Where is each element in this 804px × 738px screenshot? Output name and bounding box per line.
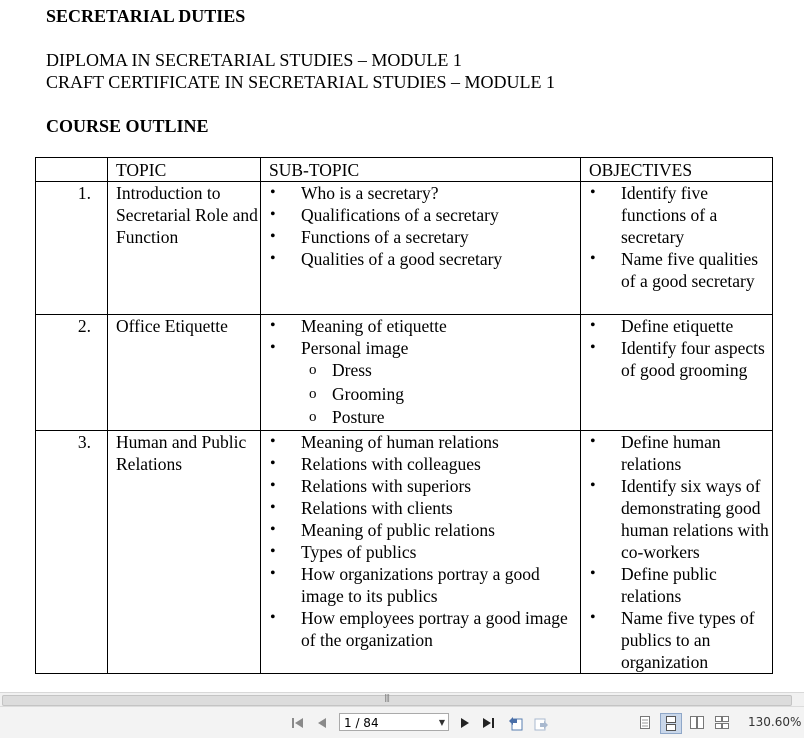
subtopic-item: • Qualifications of a secretary bbox=[269, 204, 580, 226]
objective-item: • Define human relations bbox=[589, 431, 772, 475]
page-number-select[interactable] bbox=[339, 713, 449, 731]
continuous-view-icon[interactable] bbox=[660, 713, 682, 734]
table-row bbox=[36, 431, 773, 674]
subtopic-item: • Functions of a secretary bbox=[269, 226, 580, 248]
viewer-toolbar bbox=[0, 706, 804, 738]
last-page-icon[interactable] bbox=[480, 714, 498, 731]
row-objectives bbox=[581, 431, 773, 674]
row-topic: Human and Public Relations bbox=[108, 431, 261, 674]
objective-item: • Name five qualities of a good secretary bbox=[589, 248, 772, 292]
chevron-down-icon: ▼ bbox=[438, 718, 445, 727]
header-topic: TOPIC bbox=[108, 158, 261, 182]
objective-item: • Identify four aspects of good grooming bbox=[589, 337, 772, 381]
previous-page-icon[interactable] bbox=[313, 714, 331, 731]
subtopic-item: • Personal image bbox=[269, 337, 580, 359]
table-row bbox=[36, 315, 773, 431]
subtopic-item: • Meaning of etiquette bbox=[269, 315, 580, 337]
next-page-icon[interactable] bbox=[456, 714, 474, 731]
sub-subtopic-item: o Dress bbox=[269, 359, 580, 383]
row-subtopics bbox=[261, 315, 581, 431]
table-header-row bbox=[36, 158, 773, 182]
subtopic-item: • Qualities of a good secretary bbox=[269, 248, 580, 270]
scrollbar-grip-icon: ||| bbox=[384, 693, 390, 702]
document-title: SECRETARIAL DUTIES bbox=[46, 6, 246, 26]
objective-item: • Identify six ways of demonstrating good human relations with co-workers bbox=[589, 475, 772, 563]
objective-item: • Define etiquette bbox=[589, 315, 772, 337]
book-view-icon[interactable] bbox=[713, 714, 731, 731]
single-page-view-icon[interactable] bbox=[636, 714, 654, 731]
subtopic-item: • Meaning of public relations bbox=[269, 519, 580, 541]
first-page-icon[interactable] bbox=[289, 714, 307, 731]
row-subtopics bbox=[261, 431, 581, 674]
subtopic-item: • How organizations portray a good image to its publics bbox=[269, 563, 580, 607]
course-outline-table bbox=[35, 157, 773, 674]
subtopic-item: • Who is a secretary? bbox=[269, 182, 580, 204]
document-subtitle-craft: CRAFT CERTIFICATE IN SECRETARIAL STUDIES – MODULE 1 bbox=[46, 72, 555, 92]
document-subtitle-diploma: DIPLOMA IN SECRETARIAL STUDIES – MODULE 1 bbox=[46, 50, 462, 70]
subtopic-item: • How employees portray a good image of the organization bbox=[269, 607, 580, 651]
objective-item: • Identify five functions of a secretary bbox=[589, 182, 772, 248]
row-number: 3. bbox=[36, 431, 108, 674]
sub-subtopic-item: o Grooming bbox=[269, 383, 580, 407]
subtopic-item: • Types of publics bbox=[269, 541, 580, 563]
subtopic-item: • Meaning of human relations bbox=[269, 431, 580, 453]
subtopic-item: • Relations with clients bbox=[269, 497, 580, 519]
row-subtopics bbox=[261, 182, 581, 315]
header-num bbox=[36, 158, 108, 182]
objective-item: • Define public relations bbox=[589, 563, 772, 607]
objective-item: • Name five types of publics to an organization bbox=[589, 607, 772, 673]
row-topic: Introduction to Secretarial Role and Function bbox=[108, 182, 261, 315]
section-heading: COURSE OUTLINE bbox=[46, 116, 209, 136]
go-forward-view-icon[interactable] bbox=[532, 714, 550, 731]
go-back-view-icon[interactable] bbox=[507, 714, 525, 731]
sub-subtopic-item: o Posture bbox=[269, 406, 580, 430]
horizontal-scrollbar[interactable] bbox=[0, 692, 804, 707]
row-number: 2. bbox=[36, 315, 108, 431]
row-topic: Office Etiquette bbox=[108, 315, 261, 431]
subtopic-item: • Relations with superiors bbox=[269, 475, 580, 497]
zoom-level[interactable]: 130.60% bbox=[748, 715, 802, 729]
row-number: 1. bbox=[36, 182, 108, 315]
header-subtopic: SUB-TOPIC bbox=[261, 158, 581, 182]
table-row bbox=[36, 182, 773, 315]
header-objectives: OBJECTIVES bbox=[581, 158, 773, 182]
page-number-value: 1 / 84 bbox=[344, 716, 379, 730]
row-objectives bbox=[581, 182, 773, 315]
row-objectives bbox=[581, 315, 773, 431]
facing-pages-icon[interactable] bbox=[688, 714, 706, 731]
scrollbar-thumb[interactable] bbox=[2, 695, 792, 706]
subtopic-item: • Relations with colleagues bbox=[269, 453, 580, 475]
